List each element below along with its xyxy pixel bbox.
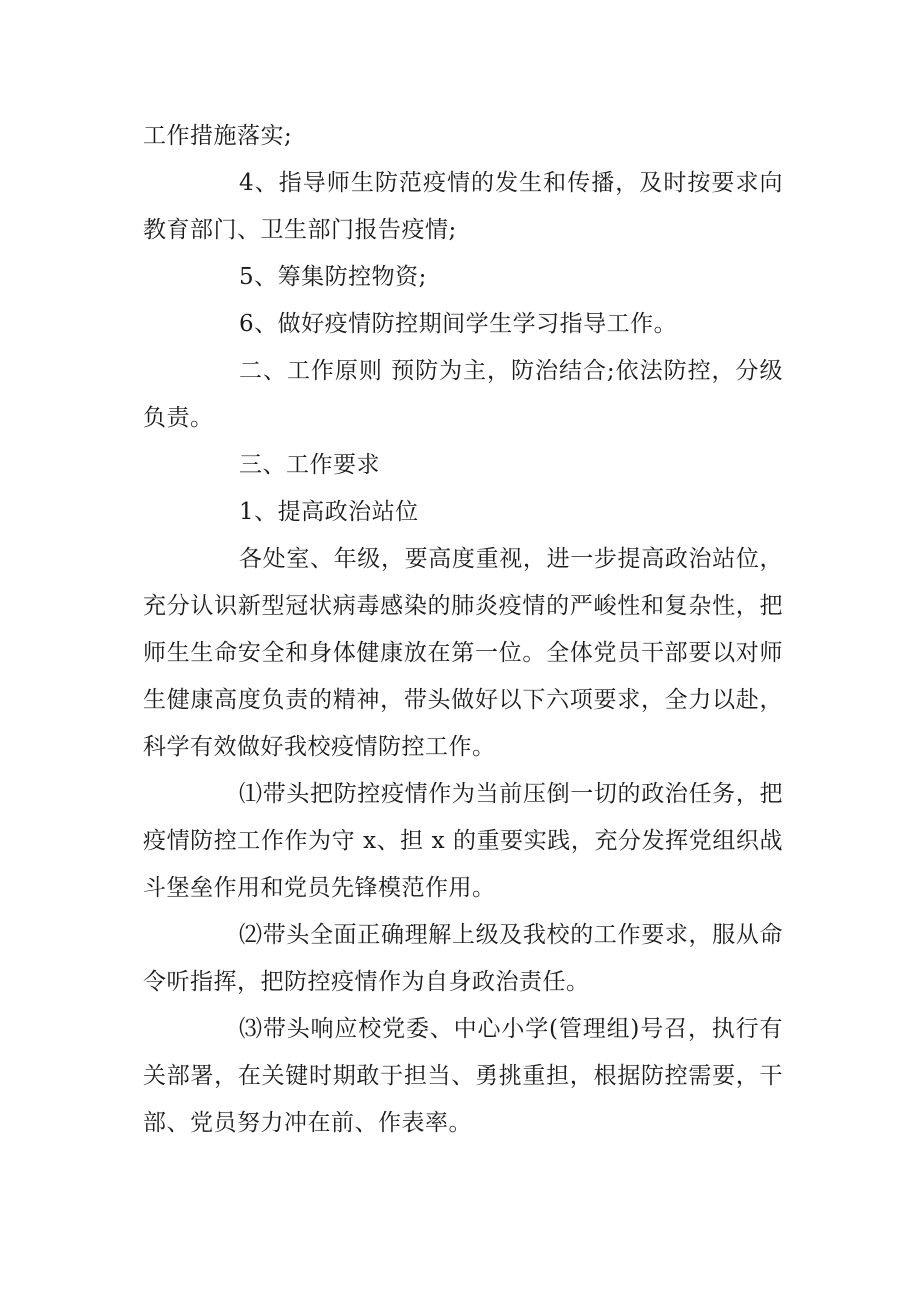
paragraph-requirement-3: ⑶带头响应校党委、中心小学(管理组)号召，执行有关部署，在关键时期敢于担当、勇挑重担，根据防控需要，干部、党员努力冲在前、作表率。 xyxy=(143,1016,783,1136)
section-heading-work-principles: 二、工作原则 预防为主，防治结合;依法防控，分级负责。 xyxy=(143,358,783,431)
paragraph-item-4: 4、指导师生防范疫情的发生和传播，及时按要求向教育部门、卫生部门报告疫情; xyxy=(143,170,783,243)
paragraph-item-6: 6、做好疫情防控期间学生学习指导工作。 xyxy=(239,311,678,337)
document-body xyxy=(143,113,783,1147)
paragraph-requirement-1: ⑴带头把防控疫情作为当前压倒一切的政治任务，把疫情防控工作作为守 x、担 x 的重要实践，充分发挥党组织战斗堡垒作用和党员先锋模范作用。 xyxy=(143,781,783,901)
paragraph-requirements-body: 各处室、年级，要高度重视，进一步提高政治站位，充分认识新型冠状病毒感染的肺炎疫情的严峻性和复杂性，把师生生命安全和身体健康放在第一位。全体党员干部要以对师生健康高度负责的精神，带头做好以下六项要求，全力以赴，科学有效做好我校疫情防控工作。 xyxy=(143,546,783,760)
paragraph-work-measures: 工作措施落实; xyxy=(143,123,293,149)
section-heading-work-requirements: 三、工作要求 xyxy=(239,452,380,478)
paragraph-item-5: 5、筹集防控物资; xyxy=(239,264,427,290)
paragraph-requirement-2: ⑵带头全面正确理解上级及我校的工作要求，服从命令听指挥，把防控疫情作为自身政治责任。 xyxy=(143,922,783,995)
subheading-political-standing: 1、提高政治站位 xyxy=(239,499,419,525)
